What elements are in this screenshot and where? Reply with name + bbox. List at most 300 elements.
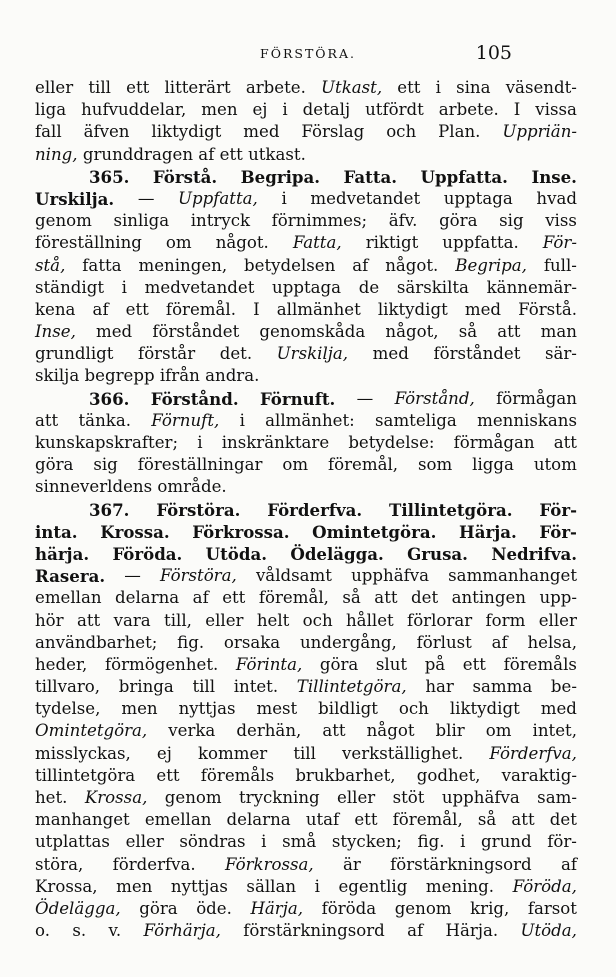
word: Förnuft, xyxy=(151,410,220,430)
word: föremål. xyxy=(165,299,237,319)
word: liga xyxy=(35,100,67,120)
word: Begripa. xyxy=(240,166,321,187)
word: till xyxy=(192,677,216,697)
word: verkställighet. xyxy=(342,743,464,763)
word: Uppriän- xyxy=(502,122,577,142)
word: Härja. xyxy=(445,921,499,941)
word: upptaga xyxy=(443,188,513,208)
word: små xyxy=(282,832,317,852)
word: intet, xyxy=(532,721,577,741)
word: kena xyxy=(35,299,76,319)
text-line xyxy=(35,388,577,410)
word: Förderfva, xyxy=(489,743,577,763)
word: öde. xyxy=(196,898,232,918)
word: eller xyxy=(538,610,577,630)
word: hufvuddelar, xyxy=(81,100,187,120)
word: Utkast, xyxy=(321,78,383,97)
word: meningen, xyxy=(138,255,228,275)
text-line xyxy=(35,543,577,565)
word: tydelse, xyxy=(35,699,101,719)
word: göra xyxy=(139,898,178,918)
word: eller xyxy=(35,78,74,97)
text-line xyxy=(35,610,577,632)
word: af xyxy=(198,144,215,164)
text-line xyxy=(35,166,577,188)
word: Begripa, xyxy=(455,255,527,275)
word: de xyxy=(358,277,380,297)
word: Grusa. xyxy=(407,543,468,564)
word: s. xyxy=(72,921,87,941)
word: krig, xyxy=(470,898,510,918)
text-line xyxy=(35,720,577,742)
text-line xyxy=(35,587,577,609)
word: — xyxy=(356,388,374,408)
word: Förkrossa. xyxy=(192,521,290,542)
word: att xyxy=(35,410,59,430)
word: något xyxy=(366,721,415,741)
text-line xyxy=(35,232,577,254)
text-line xyxy=(35,743,577,765)
word: helsa, xyxy=(527,632,577,652)
word: brukbarhet, xyxy=(295,765,396,785)
word: äfv. xyxy=(388,211,418,231)
word: förderfva. xyxy=(112,854,196,874)
word: ett xyxy=(126,78,150,97)
word: Uppfatta, xyxy=(178,188,258,208)
word: i xyxy=(239,410,245,430)
word: upphäfva xyxy=(351,566,430,586)
word: liktydigt xyxy=(151,122,222,142)
word: Urskilja, xyxy=(276,344,349,364)
word: grund xyxy=(481,832,532,852)
word: stöt xyxy=(392,788,425,807)
word: genom xyxy=(164,788,222,807)
word: det xyxy=(411,588,439,608)
word: litterärt xyxy=(164,78,231,97)
word: Omintetgöra. xyxy=(312,521,437,542)
word: godhet, xyxy=(416,765,481,785)
word: förmögenhet. xyxy=(104,654,219,674)
word: Förstöra. xyxy=(156,499,241,520)
word: i xyxy=(282,100,288,120)
word: Uppfatta. xyxy=(420,166,508,187)
word: vissa xyxy=(535,100,577,120)
word: af xyxy=(352,255,369,275)
word: Krossa, xyxy=(84,788,148,807)
word: ligga xyxy=(472,455,514,475)
word: betydelsen xyxy=(244,255,336,275)
text-line xyxy=(35,77,577,99)
word: intet. xyxy=(233,677,279,697)
word: utfördt xyxy=(365,100,424,120)
word: förstärkningsord xyxy=(390,854,532,874)
word: ett xyxy=(462,654,486,674)
word: eller xyxy=(337,788,376,807)
word: Krossa, xyxy=(35,876,98,896)
word: ifrån xyxy=(159,366,200,386)
word: härja. xyxy=(35,543,90,564)
word: Fatta, xyxy=(292,233,342,253)
word: uppfatta. xyxy=(442,233,519,253)
word: Tillintetgöra, xyxy=(296,677,407,697)
word: ett xyxy=(397,78,421,97)
word: upp- xyxy=(539,588,577,608)
word: arbete. xyxy=(245,78,306,97)
word: skilja xyxy=(35,366,80,386)
word: delarna xyxy=(115,588,180,608)
word: inskränktare xyxy=(221,433,330,452)
word: — xyxy=(124,566,141,586)
word: att xyxy=(511,810,535,830)
text-line xyxy=(35,365,577,387)
text-line xyxy=(35,432,577,454)
word: i xyxy=(121,277,127,297)
text-line xyxy=(35,521,577,543)
word: ej xyxy=(156,743,172,763)
word: ett xyxy=(354,810,378,830)
word: men xyxy=(201,100,238,120)
running-head xyxy=(0,42,616,62)
word: allmänhet xyxy=(276,299,361,319)
word: förmågan xyxy=(453,433,535,452)
word: göra xyxy=(319,654,359,674)
word: utplattas xyxy=(35,832,110,852)
text-line xyxy=(35,809,577,831)
text-line xyxy=(35,188,577,210)
word: Förstå. xyxy=(518,299,577,319)
word: hör xyxy=(35,610,64,630)
word: af xyxy=(92,299,109,319)
word: För- xyxy=(542,233,577,253)
word: intryck xyxy=(190,211,251,231)
word: men xyxy=(121,699,158,719)
word: i xyxy=(460,832,466,852)
word: särskilta xyxy=(396,277,469,297)
word: våldsamt xyxy=(255,566,332,586)
word: göra xyxy=(439,211,478,231)
word: grundligt xyxy=(35,344,114,364)
text-line xyxy=(35,121,577,143)
text-line xyxy=(35,299,577,321)
text-line xyxy=(35,676,577,698)
word: v. xyxy=(108,921,122,941)
word: mening. xyxy=(425,876,495,896)
word: som xyxy=(418,455,453,475)
text-line xyxy=(35,565,577,587)
word: allmänhet: xyxy=(265,410,355,430)
word: område. xyxy=(157,477,227,497)
word: Föröda. xyxy=(112,543,183,564)
text-line xyxy=(35,210,577,232)
word: inta. xyxy=(35,521,78,542)
word: 367. xyxy=(89,499,130,520)
word: farsot xyxy=(527,898,577,918)
word: Utöda. xyxy=(205,543,268,564)
word: sällan xyxy=(246,876,297,896)
word: Omintetgöra, xyxy=(35,721,148,741)
word: Förinta, xyxy=(235,654,303,674)
text-line xyxy=(35,343,577,365)
word: att xyxy=(374,588,398,608)
word: föremåls xyxy=(200,765,275,785)
word: förstärkningsord xyxy=(243,921,385,941)
word: Inse, xyxy=(35,322,76,342)
word: föremål, xyxy=(392,810,463,830)
word: förmågan xyxy=(496,388,577,408)
word: För- xyxy=(539,499,577,520)
page-header-title: FÖRSTÖRA. xyxy=(260,46,356,61)
word: bringa xyxy=(118,677,174,697)
word: ett xyxy=(219,144,243,164)
word: förnimmes; xyxy=(271,211,368,231)
word: samteliga xyxy=(375,410,457,430)
word: ett xyxy=(222,588,246,608)
word: störa, xyxy=(35,854,84,874)
word: liktydigt xyxy=(377,299,448,319)
text-line xyxy=(35,831,577,853)
word: kännemär- xyxy=(486,277,577,297)
word: misslyckas, xyxy=(35,743,131,763)
word: göra xyxy=(35,455,74,475)
word: förlorar xyxy=(407,610,473,630)
word: emellan xyxy=(144,810,212,830)
word: genomskåda xyxy=(259,322,366,342)
word: antingen xyxy=(451,588,526,608)
word: derhän, xyxy=(236,721,302,741)
word: begrepp xyxy=(84,366,155,386)
word: Nedrifva. xyxy=(491,543,577,564)
word: egentlig xyxy=(338,876,408,896)
word: föremåls xyxy=(503,654,577,674)
word: kunskapskrafter; xyxy=(35,433,179,452)
word: varaktig- xyxy=(501,765,577,785)
word: af xyxy=(491,632,508,652)
word: verka xyxy=(168,721,216,741)
text-line xyxy=(35,854,577,876)
word: helt xyxy=(256,610,290,630)
word: liktydigt xyxy=(449,699,520,719)
word: Ödelägga. xyxy=(290,543,384,564)
word: viss xyxy=(545,211,577,231)
word: Förstå. xyxy=(152,166,218,187)
word: I xyxy=(513,100,521,120)
text-line xyxy=(35,499,577,521)
word: äfven xyxy=(83,122,130,142)
word: fall xyxy=(35,122,62,142)
word: så xyxy=(458,322,478,342)
word: ett xyxy=(156,765,180,785)
word: föreställning xyxy=(35,233,142,253)
word: manhanget xyxy=(35,810,130,830)
word: I xyxy=(253,299,260,319)
word: att xyxy=(497,322,521,342)
body-text xyxy=(35,77,577,942)
word: Förnuft. xyxy=(259,388,336,409)
word: kommer xyxy=(197,743,268,763)
word: i xyxy=(281,188,287,208)
word: det. xyxy=(219,344,253,364)
word: 366. xyxy=(89,388,130,409)
text-line xyxy=(35,765,577,787)
word: föreställningar xyxy=(137,455,263,475)
word: att xyxy=(76,610,101,630)
word: ett xyxy=(125,299,149,319)
word: sig xyxy=(93,455,118,475)
text-line xyxy=(35,920,577,942)
word: Inse. xyxy=(531,166,577,187)
word: är xyxy=(343,854,361,874)
word: — xyxy=(137,188,155,208)
word: Förstöra, xyxy=(159,566,237,586)
word: detalj xyxy=(302,100,351,120)
word: genom xyxy=(394,898,452,918)
word: menniskans xyxy=(477,410,577,430)
word: Tillintetgöra. xyxy=(389,499,513,520)
word: eller xyxy=(125,832,164,852)
word: samma xyxy=(472,677,533,697)
text-line xyxy=(35,255,577,277)
word: af xyxy=(560,854,577,874)
page-number: 105 xyxy=(475,42,512,64)
word: men xyxy=(116,876,153,896)
word: något. xyxy=(215,233,269,253)
word: så xyxy=(342,588,361,608)
word: med xyxy=(372,344,409,364)
word: tänka. xyxy=(78,410,131,430)
word: fatta xyxy=(82,255,122,275)
word: att xyxy=(553,433,577,452)
word: att xyxy=(322,721,346,741)
word: ständigt xyxy=(35,277,104,297)
word: något. xyxy=(385,255,439,275)
word: sinneverldens xyxy=(35,477,153,497)
word: sammanhanget xyxy=(448,566,577,586)
word: ej xyxy=(252,100,268,120)
word: form xyxy=(485,610,526,630)
word: med xyxy=(464,299,502,319)
word: föremål, xyxy=(258,588,329,608)
word: betydelse: xyxy=(348,433,435,452)
word: och xyxy=(302,610,333,630)
word: Förstånd, xyxy=(394,388,475,408)
word: stycken; xyxy=(331,832,402,852)
word: af xyxy=(192,588,209,608)
text-line xyxy=(35,787,577,809)
word: emellan xyxy=(35,588,102,608)
word: ning, xyxy=(35,144,78,164)
word: andra. xyxy=(205,366,260,386)
word: och xyxy=(398,699,429,719)
word: Urskilja. xyxy=(35,188,115,209)
word: nyttjas xyxy=(170,876,228,896)
word: fig. xyxy=(417,832,445,852)
word: på xyxy=(424,654,446,674)
word: föremål, xyxy=(327,455,399,475)
word: Fatta. xyxy=(343,166,398,187)
text-line xyxy=(35,632,577,654)
word: vara xyxy=(113,610,151,630)
text-line xyxy=(35,698,577,720)
word: förståndet xyxy=(152,322,240,342)
word: Rasera. xyxy=(35,566,106,587)
word: med xyxy=(96,322,133,342)
word: Förstånd. xyxy=(150,388,239,409)
word: det xyxy=(549,810,577,830)
word: med xyxy=(540,699,577,719)
word: het. xyxy=(35,788,68,807)
word: till, xyxy=(164,610,192,630)
text-line xyxy=(35,476,577,498)
word: bildligt xyxy=(318,699,378,719)
word: föröda xyxy=(321,898,377,918)
word: slut xyxy=(375,654,408,674)
word: Krossa. xyxy=(100,521,170,542)
word: arbete. xyxy=(438,100,499,120)
word: sig xyxy=(499,211,524,231)
word: För- xyxy=(539,521,577,542)
word: Härja, xyxy=(250,898,304,918)
word: 365. xyxy=(89,166,130,187)
word: med xyxy=(243,122,280,142)
word: så xyxy=(477,810,497,830)
word: tillvaro, xyxy=(35,677,101,697)
word: i xyxy=(435,78,441,97)
word: delarna xyxy=(226,810,291,830)
word: Härja. xyxy=(459,521,517,542)
word: stå, xyxy=(35,255,66,275)
word: utom xyxy=(533,455,577,475)
text-line xyxy=(35,144,577,166)
word: riktigt xyxy=(365,233,419,253)
word: medvetandet xyxy=(144,277,255,297)
word: orsaka xyxy=(223,632,281,652)
text-line xyxy=(35,898,577,920)
word: utaf xyxy=(305,810,340,830)
word: hållet xyxy=(346,610,394,630)
word: eller xyxy=(205,610,244,630)
word: be- xyxy=(550,677,577,697)
word: förstår xyxy=(138,344,196,364)
word: sam- xyxy=(537,788,577,807)
word: Förkrossa, xyxy=(225,854,314,874)
word: Plan. xyxy=(438,122,481,142)
word: väsendt- xyxy=(505,78,577,97)
word: genom xyxy=(35,211,92,231)
word: tryckning xyxy=(239,788,320,807)
word: har xyxy=(425,677,454,697)
word: nyttjas xyxy=(178,699,236,719)
word: hvad xyxy=(536,188,577,208)
word: Ödelägga, xyxy=(35,898,121,918)
word: förlust xyxy=(416,632,472,652)
word: i xyxy=(197,433,203,452)
word: om xyxy=(485,721,512,741)
word: man xyxy=(540,322,577,342)
word: om xyxy=(165,233,192,253)
word: användbarhet; xyxy=(35,632,158,652)
text-line xyxy=(35,99,577,121)
word: till xyxy=(88,78,111,97)
word: heder, xyxy=(35,654,88,674)
word: sär- xyxy=(544,344,577,364)
word: tillintetgöra xyxy=(35,765,136,785)
word: söndras xyxy=(179,832,246,852)
word: full- xyxy=(543,255,577,275)
word: upptaga xyxy=(272,277,342,297)
word: medvetandet xyxy=(310,188,421,208)
word: utkast. xyxy=(248,144,306,164)
word: sina xyxy=(456,78,491,97)
